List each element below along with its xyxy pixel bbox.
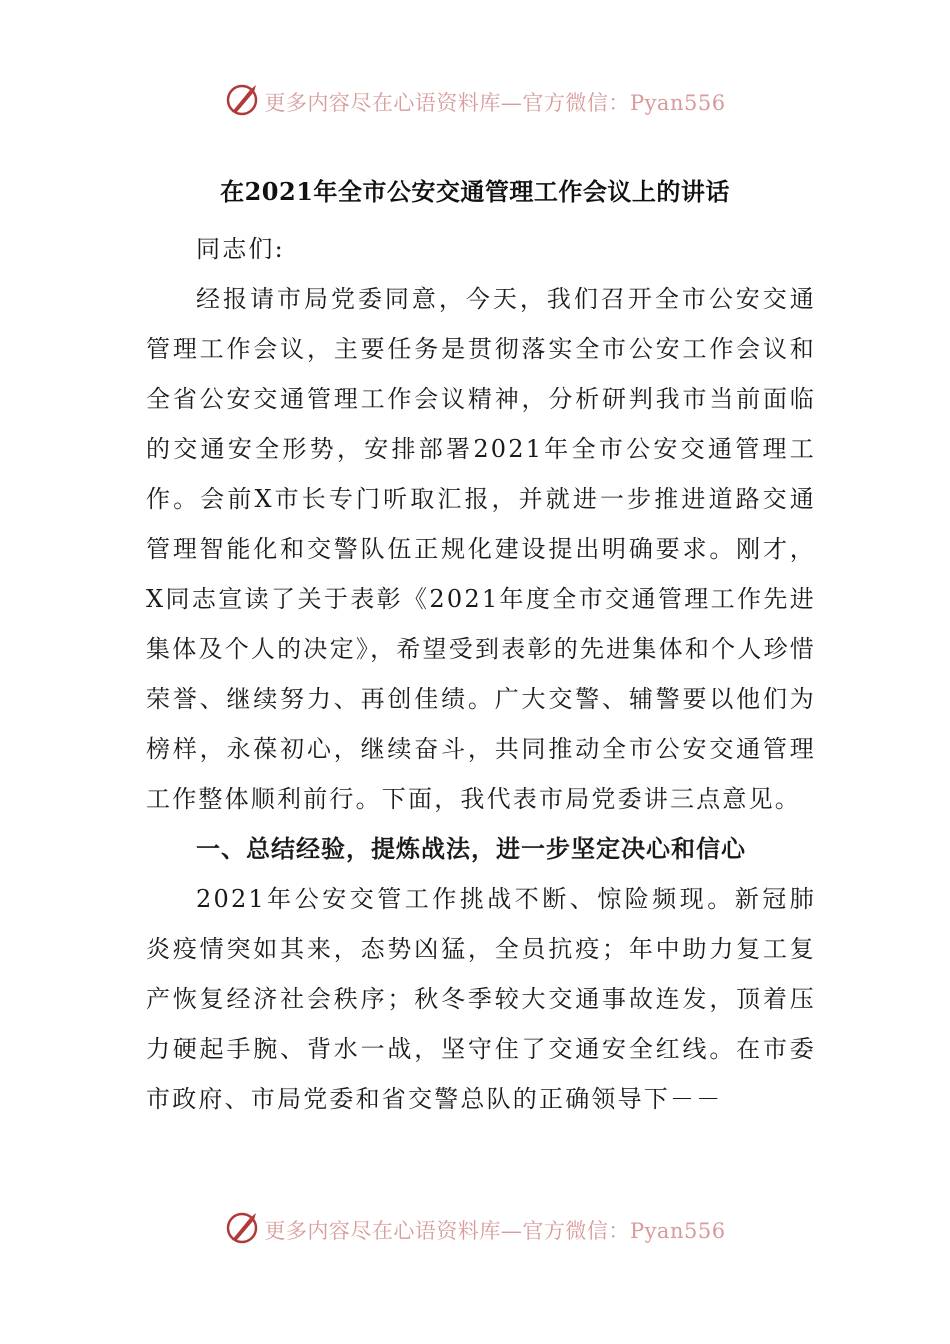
paragraph: 2021年公安交管工作挑战不断、惊险频现。新冠肺炎疫情突如其来，态势凶猛，全员抗疫；年中助力复工复产恢复经济社会秩序；秋冬季较大交通事故连发，顶着压力硬起手腕、背水一战，坚守住了交通安全红线。在市委市政府、市局党委和省交警总队的正确领导下－－ bbox=[146, 885, 816, 1113]
banner-slogan: 更多内容尽在心语资料库—官方微信： bbox=[264, 1219, 630, 1243]
quill-logo-icon bbox=[224, 82, 264, 122]
quill-logo-icon bbox=[224, 1210, 264, 1250]
document-body bbox=[146, 224, 816, 1124]
header-banner bbox=[0, 82, 950, 122]
banner-slogan: 更多内容尽在心语资料库—官方微信： bbox=[264, 91, 630, 115]
salutation: 同志们: bbox=[196, 235, 285, 263]
document-title: 在2021年全市公安交通管理工作会议上的讲话 bbox=[220, 177, 730, 206]
banner-text bbox=[264, 1215, 725, 1245]
paragraph: 经报请市局党委同意，今天，我们召开全市公安交通管理工作会议，主要任务是贯彻落实全市公安工作会议和全省公安交通管理工作会议精神，分析研判我市当前面临的交通安全形势，安排部署2021年全市公安交通管理工作。会前X市长专门听取汇报，并就进一步推进道路交通管理智能化和交警队伍正规化建设提出明确要求。刚才，X同志宣读了关于表彰《2021年度全市交通管理工作先进集体及个人的决定》，希望受到表彰的先进集体和个人珍惜荣誉、继续努力、再创佳绩。广大交警、辅警要以他们为榜样，永葆初心，继续奋斗，共同推动全市公安交通管理工作整体顺利前行。下面，我代表市局党委讲三点意见。 bbox=[146, 285, 816, 813]
footer-banner bbox=[0, 1210, 950, 1250]
banner-text bbox=[264, 87, 725, 117]
section-heading: 一、总结经验，提炼战法，进一步坚定决心和信心 bbox=[196, 835, 746, 863]
banner-wechat-id: Pyan556 bbox=[629, 1219, 726, 1243]
banner-wechat-id: Pyan556 bbox=[629, 91, 726, 115]
